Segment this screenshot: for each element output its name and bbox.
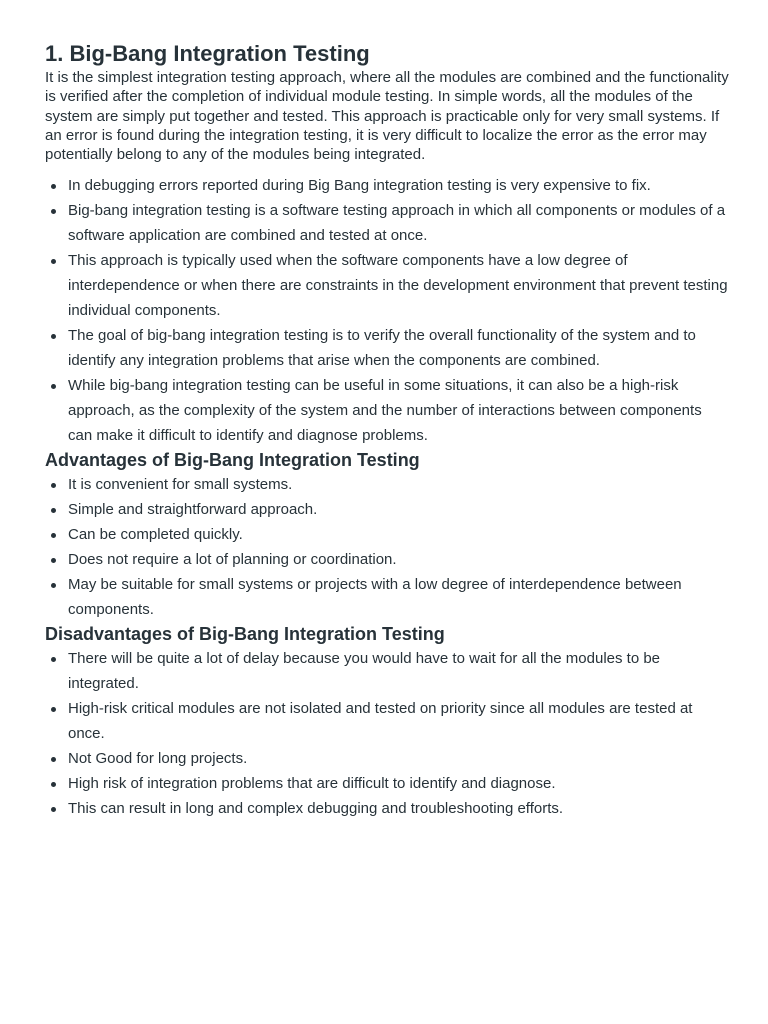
article-content xyxy=(45,40,729,821)
list-item: May be suitable for small systems or projects with a low degree of interdependence between components. xyxy=(45,572,729,622)
list-item: While big-bang integration testing can be useful in some situations, it can also be a high-risk approach, as the complexity of the system and the number of interactions between components can make it difficult to identify and diagnose problems. xyxy=(45,373,729,448)
list-item: High-risk critical modules are not isolated and tested on priority since all modules are tested at once. xyxy=(45,696,729,746)
list-item: Big-bang integration testing is a software testing approach in which all components or modules of a software application are combined and tested at once. xyxy=(45,198,729,248)
intro-bullet-list xyxy=(45,173,729,448)
list-item: This approach is typically used when the software components have a low degree of interdependence or when there are constraints in the development environment that prevent testing individual components. xyxy=(45,248,729,323)
advantages-list xyxy=(45,472,729,622)
advantages-heading: Advantages of Big-Bang Integration Testing xyxy=(45,450,420,471)
disadvantages-heading: Disadvantages of Big-Bang Integration Testing xyxy=(45,624,445,645)
intro-paragraph: It is the simplest integration testing approach, where all the modules are combined and the functionality is verified after the completion of individual module testing. In simple words, all the modules of the system are simply put together and tested. This approach is practicable only for very small systems. If an error is found during the integration testing, it is very difficult to localize the error as the error may potentially belong to any of the modules being integrated. xyxy=(45,69,729,164)
list-item: There will be quite a lot of delay because you would have to wait for all the modules to be integrated. xyxy=(45,646,729,696)
list-item: The goal of big-bang integration testing is to verify the overall functionality of the system and to identify any integration problems that arise when the components are combined. xyxy=(45,323,729,373)
list-item: It is convenient for small systems. xyxy=(45,472,729,497)
list-item: This can result in long and complex debugging and troubleshooting efforts. xyxy=(45,796,729,821)
list-item: Not Good for long projects. xyxy=(45,746,729,771)
list-item: Simple and straightforward approach. xyxy=(45,497,729,522)
disadvantages-list xyxy=(45,646,729,821)
list-item: In debugging errors reported during Big Bang integration testing is very expensive to fix. xyxy=(45,173,729,198)
list-item: High risk of integration problems that are difficult to identify and diagnose. xyxy=(45,771,729,796)
list-item: Does not require a lot of planning or coordination. xyxy=(45,547,729,572)
list-item: Can be completed quickly. xyxy=(45,522,729,547)
page-title: 1. Big-Bang Integration Testing xyxy=(45,41,370,66)
